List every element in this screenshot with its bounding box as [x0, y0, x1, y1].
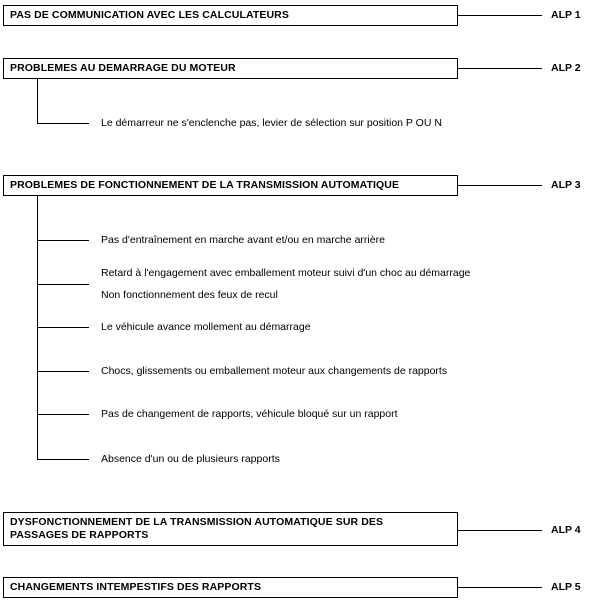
section-3-branch-2: [37, 284, 89, 285]
section-3-item-1[interactable]: Pas d'entraînement en marche avant et/ou en marche arrière: [101, 234, 385, 246]
section-1-connector: [458, 15, 542, 16]
section-3-title: PROBLEMES DE FONCTIONNEMENT DE LA TRANSMISSION AUTOMATIQUE: [10, 179, 400, 191]
section-2-connector: [458, 68, 542, 69]
section-3-branch-4: [37, 371, 89, 372]
section-1-title-box[interactable]: [3, 5, 458, 26]
section-2-title: PROBLEMES AU DEMARRAGE DU MOTEUR: [10, 62, 236, 74]
section-2-title-box[interactable]: [3, 58, 458, 79]
section-3-item-2[interactable]: Retard à l'engagement avec emballement moteur suivi d'un choc au démarrage: [101, 267, 471, 279]
section-1-alp-link[interactable]: ALP 1: [551, 9, 581, 21]
section-4-title-box[interactable]: [3, 512, 458, 546]
section-5-alp-link[interactable]: ALP 5: [551, 581, 581, 593]
section-3-connector: [458, 185, 542, 186]
section-5-title: CHANGEMENTS INTEMPESTIFS DES RAPPORTS: [10, 581, 262, 593]
section-3-alp-link[interactable]: ALP 3: [551, 179, 581, 191]
section-4-title: [10, 516, 383, 542]
section-5-title-box[interactable]: [3, 577, 458, 598]
section-3-item-5[interactable]: Chocs, glissements ou emballement moteur aux changements de rapports: [101, 365, 448, 377]
section-3-branch-5: [37, 414, 89, 415]
section-5-connector: [458, 587, 542, 588]
section-2-tree-line: [37, 79, 38, 123]
section-4-connector: [458, 530, 542, 531]
section-4-alp-link[interactable]: ALP 4: [551, 524, 581, 536]
section-3-branch-3: [37, 327, 89, 328]
section-3-branch-1: [37, 240, 89, 241]
section-3-branch-6: [37, 459, 89, 460]
section-3-title-box[interactable]: [3, 175, 458, 196]
section-3-item-6[interactable]: Pas de changement de rapports, véhicule bloqué sur un rapport: [101, 408, 398, 420]
section-2-alp-link[interactable]: ALP 2: [551, 62, 581, 74]
section-2-item[interactable]: Le démarreur ne s'enclenche pas, levier de sélection sur position P OU N: [101, 117, 442, 129]
section-4-title-line-1: DYSFONCTIONNEMENT DE LA TRANSMISSION AUTOMATIQUE SUR DES: [10, 516, 384, 528]
section-4-title-line-2: PASSAGES DE RAPPORTS: [10, 529, 149, 541]
section-3-item-3[interactable]: Non fonctionnement des feux de recul: [101, 289, 278, 301]
section-3-item-4[interactable]: Le véhicule avance mollement au démarrage: [101, 321, 311, 333]
section-2-branch: [37, 123, 89, 124]
section-3-item-7[interactable]: Absence d'un ou de plusieurs rapports: [101, 453, 280, 465]
section-1-title: PAS DE COMMUNICATION AVEC LES CALCULATEURS: [10, 9, 289, 21]
